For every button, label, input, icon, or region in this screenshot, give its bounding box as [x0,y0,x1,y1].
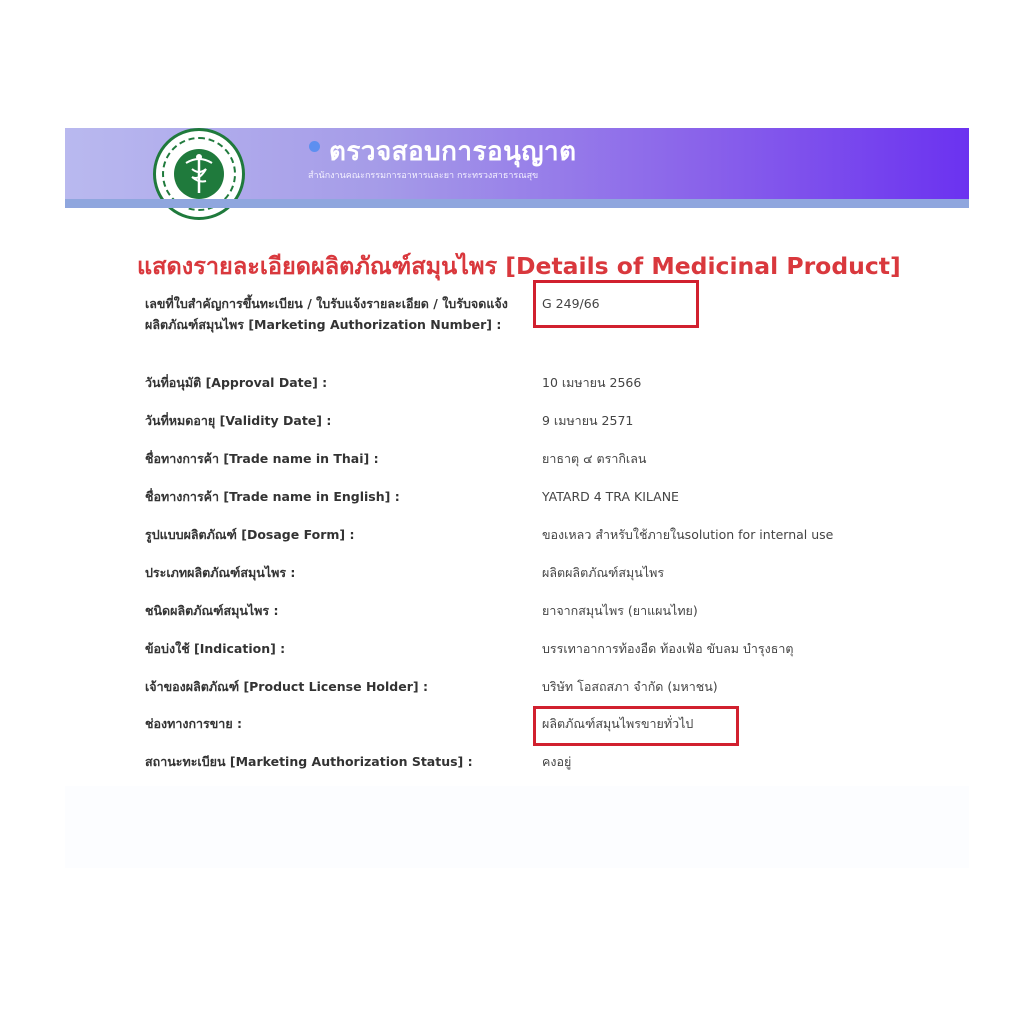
banner-subtitle: สำนักงานคณะกรรมการอาหารและยา กระทรวงสาธารณสุข [308,171,539,181]
seal-emblem [174,149,224,199]
detail-value: บริษัท โอสถสภา จำกัด (มหาชน) [542,679,718,694]
highlight-box-sales-channel [533,706,739,746]
detail-label: ชนิดผลิตภัณฑ์สมุนไพร : [145,603,279,618]
detail-label: ข้อบ่งใช้ [Indication] : [145,641,286,656]
detail-value: บรรเทาอาการท้องอืด ท้องเฟ้อ ขับลม บำรุงธาตุ [542,641,794,656]
detail-label: รูปแบบผลิตภัณฑ์ [Dosage Form] : [145,527,355,542]
detail-value: 9 เมษายน 2571 [542,413,634,428]
detail-value: ผลิตภัณฑ์สมุนไพรขายทั่วไป [542,716,694,731]
detail-label: สถานะทะเบียน [Marketing Authorization Status] : [145,754,473,769]
highlight-box-authorization-number [533,280,699,328]
detail-value: ยาธาตุ ๔ ตรากิเลน [542,451,647,466]
detail-label: ช่องทางการขาย : [145,716,242,731]
detail-label: วันที่อนุมัติ [Approval Date] : [145,375,328,390]
header-banner [65,128,969,199]
detail-value: ผลิตผลิตภัณฑ์สมุนไพร [542,565,665,580]
page-bottom-area [65,786,969,868]
detail-label: เจ้าของผลิตภัณฑ์ [Product License Holder] : [145,679,428,694]
detail-label: ชื่อทางการค้า [Trade name in Thai] : [145,451,379,466]
detail-value: G 249/66 [542,296,600,311]
detail-label: ชื่อทางการค้า [Trade name in English] : [145,489,400,504]
detail-value: 10 เมษายน 2566 [542,375,642,390]
detail-label: เลขที่ใบสำคัญการขึ้นทะเบียน / ใบรับแจ้งรายละเอียด / ใบรับจดแจ้ง ผลิตภัณฑ์สมุนไพร [Marketing Authorization Number] : [145,296,508,332]
detail-value: ยาจากสมุนไพร (ยาแผนไทย) [542,603,698,618]
title-bullet-icon [309,141,320,152]
screenshot-frame [65,128,969,868]
banner-underline [65,199,969,208]
banner-title: ตรวจสอบการอนุญาต [329,137,577,167]
detail-value: YATARD 4 TRA KILANE [542,489,679,504]
detail-label: ประเภทผลิตภัณฑ์สมุนไพร : [145,565,296,580]
detail-value: คงอยู่ [542,754,572,769]
detail-label: วันที่หมดอายุ [Validity Date] : [145,413,332,428]
detail-value: ของเหลว สำหรับใช้ภายในsolution for internal use [542,527,834,542]
caduceus-icon [174,149,224,199]
page-heading: แสดงรายละเอียดผลิตภัณฑ์สมุนไพร [Details of Medicinal Product] [137,252,901,280]
